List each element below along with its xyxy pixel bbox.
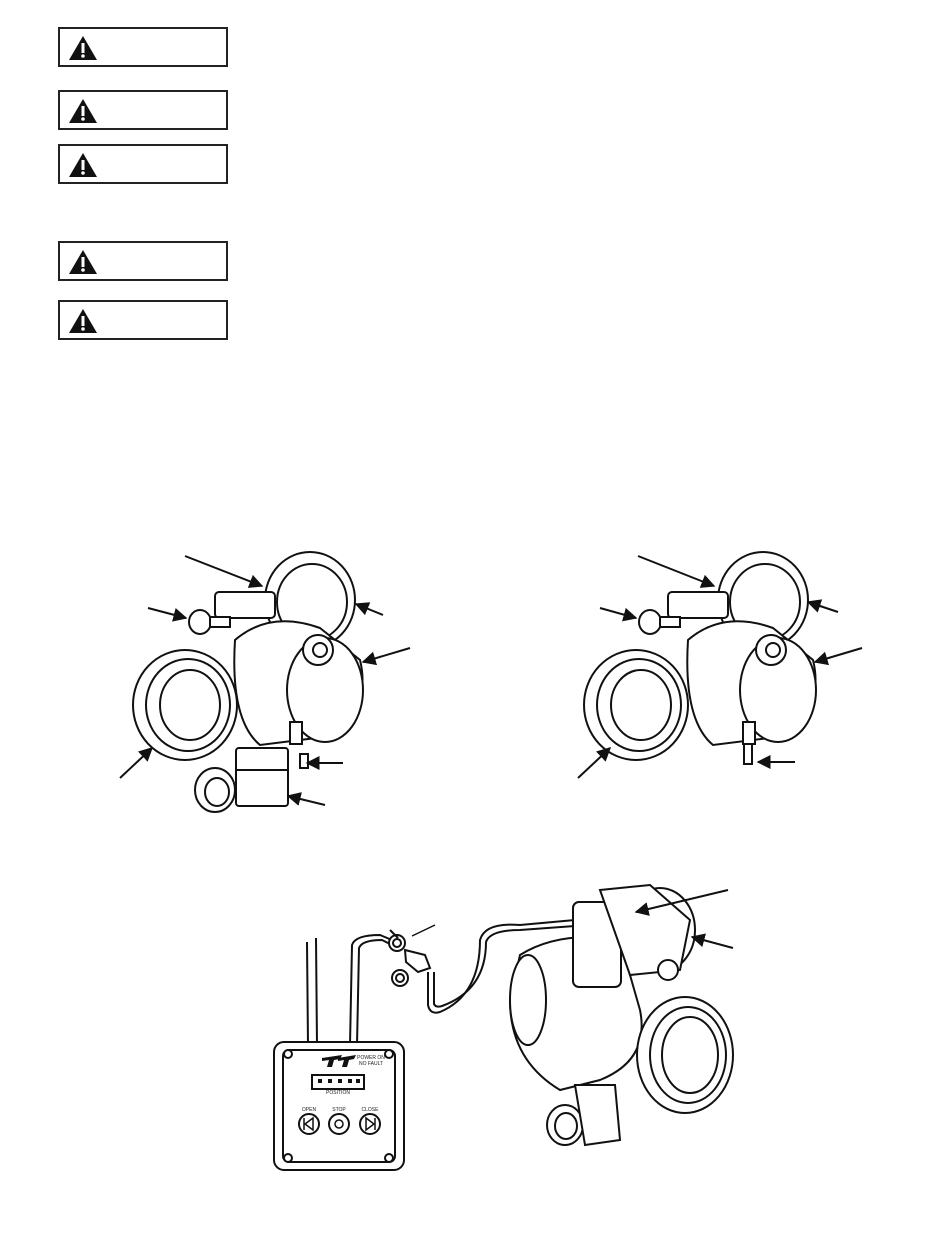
open-button-label: OPEN xyxy=(301,1107,317,1113)
close-button-label: CLOSE xyxy=(361,1107,379,1113)
actuator-assembly-illustration xyxy=(274,885,733,1170)
right-valve-illustration xyxy=(584,552,816,764)
power-label: POWER ON NO FAULT xyxy=(357,1055,385,1067)
stop-button-label: STOP xyxy=(332,1107,346,1113)
position-label: POSITION xyxy=(326,1090,350,1096)
left-valve-illustration xyxy=(133,552,363,812)
